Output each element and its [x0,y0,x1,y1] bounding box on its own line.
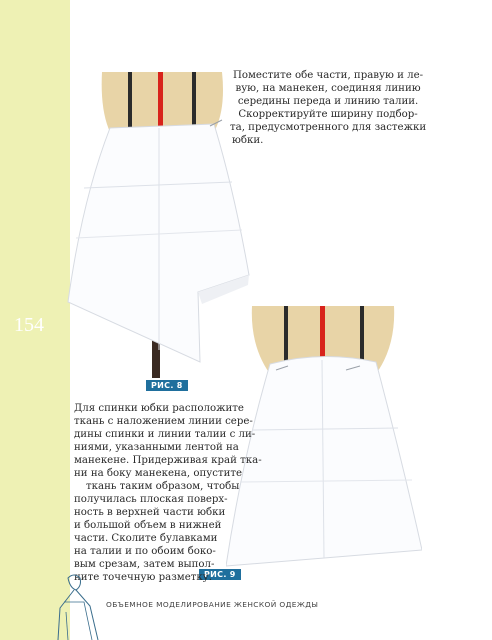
text-line: та, предусмотренного для застежки [230,122,427,133]
text-line: вым срезам, затем выпол- [74,559,215,570]
figure-8-label: РИС. 8 [146,380,188,391]
bottom-paragraph [74,402,262,584]
fashion-sketch-icon [54,572,104,640]
text-line: ниями, указанными лентой на [74,442,239,453]
text-line: вую, на манекен, соединяя линию [235,83,421,94]
top-paragraph [230,69,426,147]
figure-9-label: РИС. 9 [199,569,241,580]
text-line: дины спинки и линии талии с ли- [74,429,256,440]
text-line: получилась плоская поверх- [74,494,228,505]
text-line: Для спинки юбки расположите [74,403,244,414]
text-line: середины переда и линию талии. [237,96,419,107]
text-line: ность в верхней части юбки [74,507,226,518]
text-line: юбки. [232,135,264,146]
text-line: на талии и по обоим боко- [74,546,216,557]
footer-title: ОБЪЕМНОЕ МОДЕЛИРОВАНИЕ ЖЕНСКОЙ ОДЕЖДЫ [106,600,319,609]
text-line: и большой объем в нижней [74,520,222,531]
text-line: ткань таким образом, чтобы [86,481,240,492]
text-line: Скорректируйте ширину подбор- [238,109,418,120]
text-line: ткань с наложением линии сере- [74,416,253,427]
text-line: части. Сколите булавками [74,533,218,544]
text-line: манекене. Придерживая край тка- [74,455,262,466]
text-line: ни на боку манекена, опустите [74,468,243,479]
text-line: Поместите обе части, правую и ле- [232,70,424,81]
text-line: ните точечную разметку. [74,572,212,583]
page-number: 154 [14,314,44,336]
